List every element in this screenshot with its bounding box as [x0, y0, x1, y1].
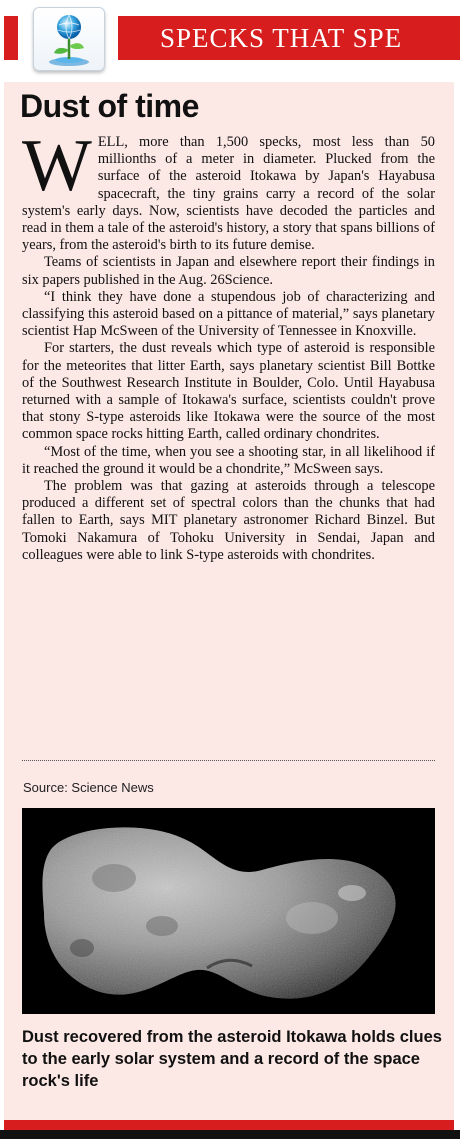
article-paragraph: “I think they have done a stupendous job of characterizing and classifying this asteroid based on a pittance of material,” says planetary scientist Hap McSween of the University of Tennessee in Knoxville. [22, 288, 435, 340]
accent-bar [4, 16, 18, 60]
bottom-accent-bar [4, 1120, 454, 1130]
asteroid-image [22, 808, 435, 1014]
section-banner [118, 16, 460, 60]
header-bar [0, 0, 460, 82]
drop-cap: W [22, 125, 92, 207]
source-credit: Source: Science News [23, 780, 154, 795]
article-title: Dust of time [20, 88, 199, 124]
article-paragraph: Teams of scientists in Japan and elsewhere report their findings in six papers published in the Aug. 26Science. [22, 254, 435, 288]
dotted-divider [22, 760, 435, 761]
article-paragraph: For starters, the dust reveals which type of asteroid is responsible for the meteorites that litter Earth, says planetary scientist Bill Bottke of the Southwest Research Institute in Boulder, Colo. Until Hayabusa returned with a sample of Itokawa's surface, scientists couldn't prove that stony S-type asteroids like Itokawa were the source of the most common space rocks hitting Earth, called ordinary chondrites. [22, 340, 435, 443]
globe-plant-icon [41, 10, 97, 68]
logo [33, 7, 105, 71]
article-paragraph: “Most of the time, when you see a shooting star, in all likelihood if it reached the ground it would be a chondrite,” McSween says. [22, 443, 435, 477]
article-body [22, 125, 435, 564]
article-paragraph: The problem was that gazing at asteroids through a telescope produced a different set of spectral colors than the chunks that had fallen to Earth, says MIT planetary astronomer Richard Binzel. But Tomoki Nakamura of Tohoku University in Sendai, Japan and colleagues were able to link S-type asteroids with chondrites. [22, 478, 435, 563]
asteroid-photo [22, 808, 435, 1014]
article-paragraph [22, 125, 435, 254]
bottom-border [0, 1130, 460, 1139]
paragraph-text: ELL, more than 1,500 specks, most less than 50 millionths of a meter in diameter. Plucked from the surface of the asteroid Itokawa by Japan's Hayabusa spacecraft, the tiny grains carry a record of the solar system's early days. Now, scientists have decoded the particles and read in them a tale of the asteroid's history, a story that spans billions of years, from the asteroid's birth to its future demise. [22, 134, 435, 254]
photo-caption: Dust recovered from the asteroid Itokawa holds clues to the early solar system and a record of the space rock's life [22, 1028, 442, 1090]
banner-text: SPECKS THAT SPE [160, 23, 403, 53]
